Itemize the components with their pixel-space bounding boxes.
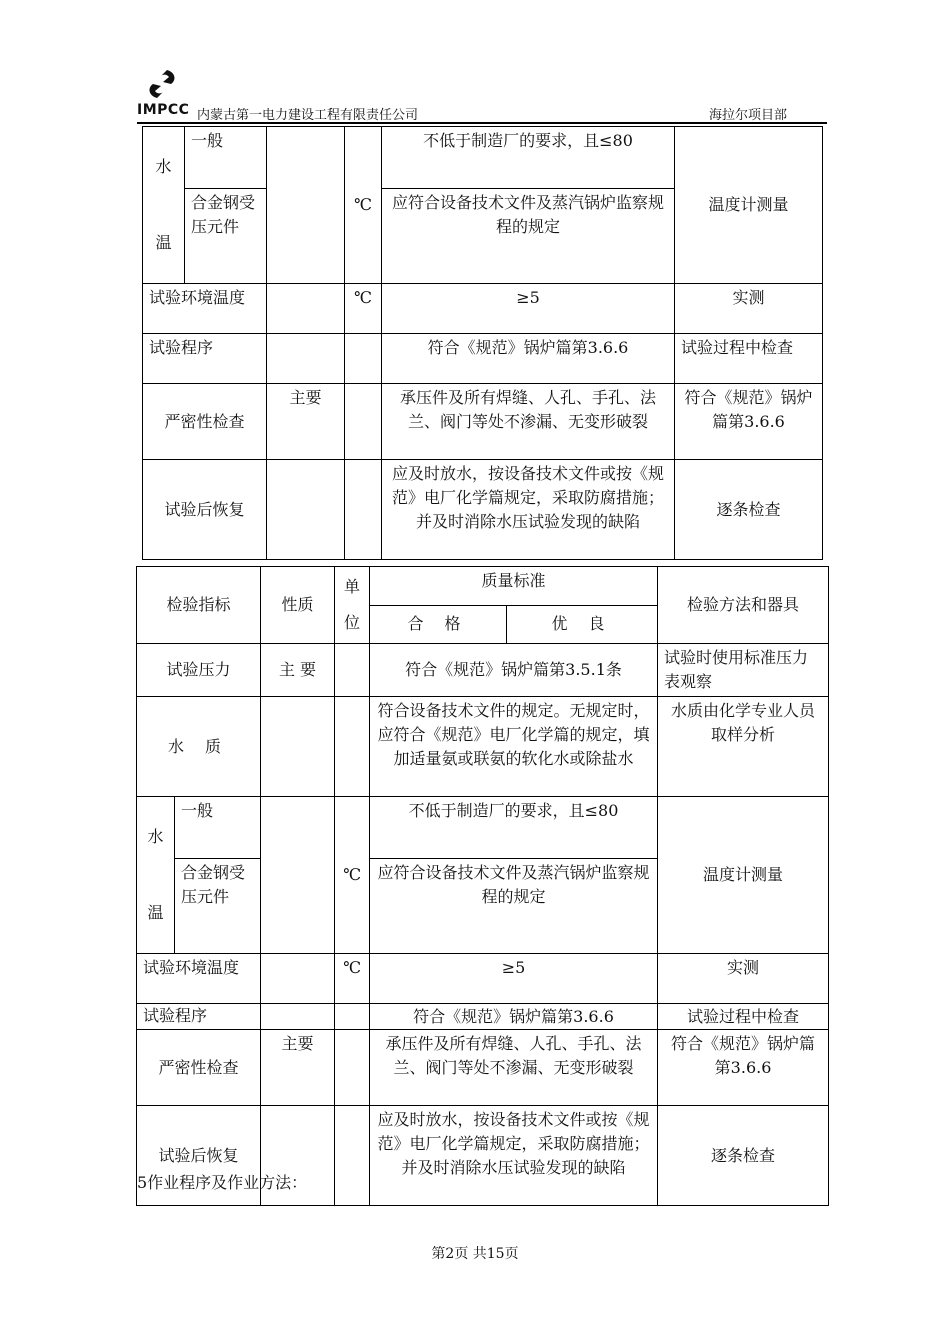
tight-label: 严密性检查 (137, 1030, 261, 1106)
restore-method: 逐条检查 (675, 460, 823, 560)
pressure-standard: 符合《规范》锅炉篇第3.5.1条 (370, 644, 658, 697)
tight-method: 符合《规范》锅炉篇第3.6.6 (675, 384, 823, 460)
company-name: 内蒙古第一电力建设工程有限责任公司 (197, 108, 419, 123)
proc-nature (267, 334, 345, 384)
tight-label: 严密性检查 (143, 384, 267, 460)
water-standard: 符合设备技术文件的规定。无规定时，应符合《规范》电厂化学篇的规定，填加适量氨或联氨的软化水或除盐水 (370, 697, 658, 797)
env-method: 实测 (675, 284, 823, 334)
env-nature (267, 284, 345, 334)
env-nature (261, 954, 335, 1004)
alloy-label: 合金钢受压元件 (185, 189, 267, 284)
tight-nature: 主要 (261, 1030, 335, 1106)
env-temp-label: 试验环境温度 (137, 954, 261, 1004)
temp-unit: ℃ (345, 127, 382, 284)
proc-standard: 符合《规范》锅炉篇第3.6.6 (382, 334, 675, 384)
proc-standard: 符合《规范》锅炉篇第3.6.6 (370, 1004, 658, 1030)
alloy-standard: 应符合设备技术文件及蒸汽锅炉监察规程的规定 (382, 189, 675, 284)
tight-nature: 主要 (267, 384, 345, 460)
col-good: 优 良 (507, 605, 658, 644)
proc-unit (335, 1004, 370, 1030)
restore-standard: 应及时放水，按设备技术文件或按《规范》电厂化学篇规定，采取防腐措施；并及时消除水压试验发现的缺陷 (382, 460, 675, 560)
tight-standard: 承压件及所有焊缝、人孔、手孔、法兰、阀门等处不渗漏、无变形破裂 (382, 384, 675, 460)
tight-unit (345, 384, 382, 460)
restore-nature (267, 460, 345, 560)
general-label: 一般 (185, 127, 267, 189)
col-pass: 合 格 (370, 605, 507, 644)
col-nature: 性质 (261, 567, 335, 644)
general-standard: 不低于制造厂的要求，且≤80 (370, 797, 658, 859)
proc-method: 试验过程中检查 (675, 334, 823, 384)
tight-standard: 承压件及所有焊缝、人孔、手孔、法兰、阀门等处不渗漏、无变形破裂 (370, 1030, 658, 1106)
env-standard: ≥5 (382, 284, 675, 334)
temp-method: 温度计测量 (658, 797, 829, 954)
env-temp-label: 试验环境温度 (143, 284, 267, 334)
water-temp-label: 水温 (137, 797, 175, 954)
restore-standard: 应及时放水，按设备技术文件或按《规范》电厂化学篇规定，采取防腐措施；并及时消除水压试验发现的缺陷 (370, 1106, 658, 1206)
pressure-nature: 主 要 (261, 644, 335, 697)
pressure-method: 试验时使用标准压力表观察 (658, 644, 829, 697)
restore-method: 逐条检查 (658, 1106, 829, 1206)
tight-method: 符合《规范》锅炉篇第3.6.6 (658, 1030, 829, 1106)
alloy-standard: 应符合设备技术文件及蒸汽锅炉监察规程的规定 (370, 859, 658, 954)
temp-nature (261, 797, 335, 954)
restore-label: 试验后恢复 (143, 460, 267, 560)
header-rule (137, 122, 827, 124)
nature-cell (267, 127, 345, 284)
temp-unit: ℃ (335, 797, 370, 954)
env-method: 实测 (658, 954, 829, 1004)
general-label: 一般 (175, 797, 261, 859)
water-temp-label: 水温 (143, 127, 185, 284)
water-method: 水质由化学专业人员取样分析 (658, 697, 829, 797)
restore-unit (335, 1106, 370, 1206)
pressure-unit (335, 644, 370, 697)
temp-method: 温度计测量 (675, 127, 823, 284)
water-label: 水 质 (137, 697, 261, 797)
proc-method: 试验过程中检查 (658, 1004, 829, 1030)
proc-label: 试验程序 (137, 1004, 261, 1030)
env-unit: ℃ (345, 284, 382, 334)
proc-label: 试验程序 (143, 334, 267, 384)
section-heading: 5作业程序及作业方法： (137, 1173, 308, 1192)
page-footer: 第2页 共15页 (431, 1246, 519, 1262)
alloy-label: 合金钢受压元件 (175, 859, 261, 954)
project-name: 海拉尔项目部 (708, 108, 787, 123)
general-standard: 不低于制造厂的要求，且≤80 (382, 127, 675, 189)
col-quality: 质量标准 (370, 567, 658, 606)
env-standard: ≥5 (370, 954, 658, 1004)
col-method: 检验方法和器具 (658, 567, 829, 644)
env-unit: ℃ (335, 954, 370, 1004)
proc-nature (261, 1004, 335, 1030)
pressure-label: 试验压力 (137, 644, 261, 697)
water-unit (335, 697, 370, 797)
page-header (137, 68, 827, 126)
col-unit: 单位 (335, 567, 370, 644)
quality-table-continued (142, 126, 823, 560)
restore-label: 试验后恢复 (137, 1106, 261, 1206)
restore-unit (345, 460, 382, 560)
company-logo-icon (145, 68, 179, 100)
logo-text: IMPCC (137, 102, 190, 118)
proc-unit (345, 334, 382, 384)
col-indicator: 检验指标 (137, 567, 261, 644)
quality-table (136, 566, 829, 1206)
water-nature (261, 697, 335, 797)
tight-unit (335, 1030, 370, 1106)
